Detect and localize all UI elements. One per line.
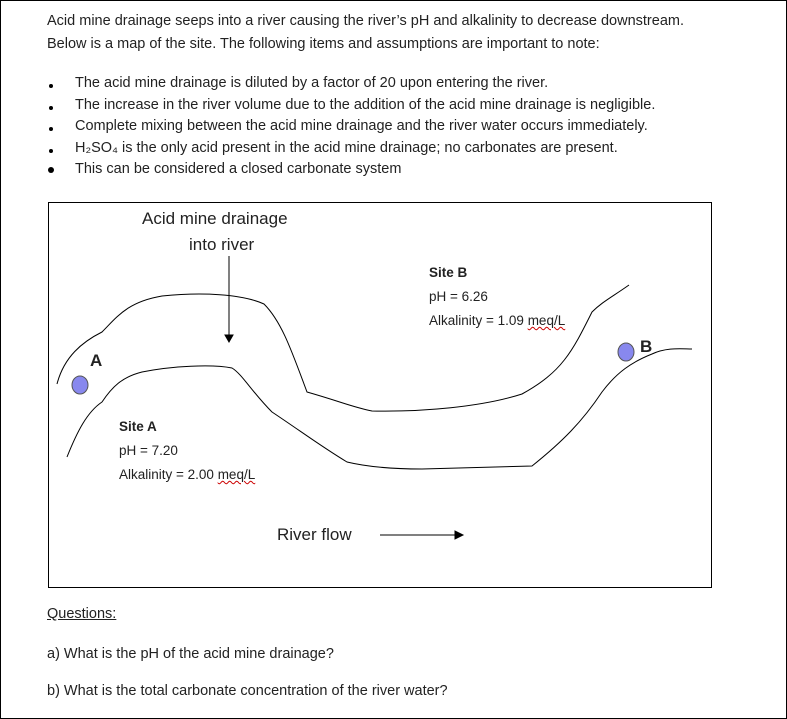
site-b-marker <box>618 343 634 361</box>
site-a-unit: meq/L <box>217 467 256 482</box>
site-a-ph: pH = 7.20 <box>119 443 178 458</box>
site-b-alkalinity: Alkalinity = 1.09 <box>429 313 528 328</box>
river-drawing <box>49 203 711 587</box>
marker-b-label: B <box>640 337 653 356</box>
site-b-unit: meq/L <box>527 313 566 328</box>
site-a-title: Site A <box>119 419 157 434</box>
site-a-alkalinity: Alkalinity = 2.00 <box>119 467 218 482</box>
site-b-title: Site B <box>429 265 468 280</box>
site-map <box>48 202 712 588</box>
list-item: Complete mixing between the acid mine drainage and the river water occurs immediately. <box>47 116 655 138</box>
intro-text <box>47 11 767 57</box>
river-flow-label: River flow <box>277 525 352 544</box>
list-item: H₂SO₄ is the only acid present in the acid mine drainage; no carbonates are present. <box>47 138 655 160</box>
site-a-info <box>119 415 255 487</box>
list-item: This can be considered a closed carbonate system <box>47 159 655 181</box>
list-item: The increase in the river volume due to the addition of the acid mine drainage is negligible. <box>47 95 655 117</box>
site-a-marker <box>72 376 88 394</box>
amd-label-2: into river <box>189 235 255 254</box>
intro-line: Below is a map of the site. The following items and assumptions are important to note: <box>47 36 600 52</box>
questions-heading: Questions: <box>47 606 117 622</box>
list-item: The acid mine drainage is diluted by a factor of 20 upon entering the river. <box>47 73 655 95</box>
question-a: a) What is the pH of the acid mine drainage? <box>47 646 334 662</box>
arrow-right-icon <box>455 531 463 539</box>
amd-label: Acid mine drainage <box>142 209 288 228</box>
arrow-head-icon <box>225 335 233 342</box>
site-b-info <box>429 261 565 333</box>
question-b: b) What is the total carbonate concentration of the river water? <box>47 683 448 699</box>
site-b-ph: pH = 6.26 <box>429 289 488 304</box>
marker-a-label: A <box>90 351 103 370</box>
assumptions-list <box>47 73 655 181</box>
intro-line: Acid mine drainage seeps into a river causing the river’s pH and alkalinity to decrease downstream. <box>47 13 684 29</box>
